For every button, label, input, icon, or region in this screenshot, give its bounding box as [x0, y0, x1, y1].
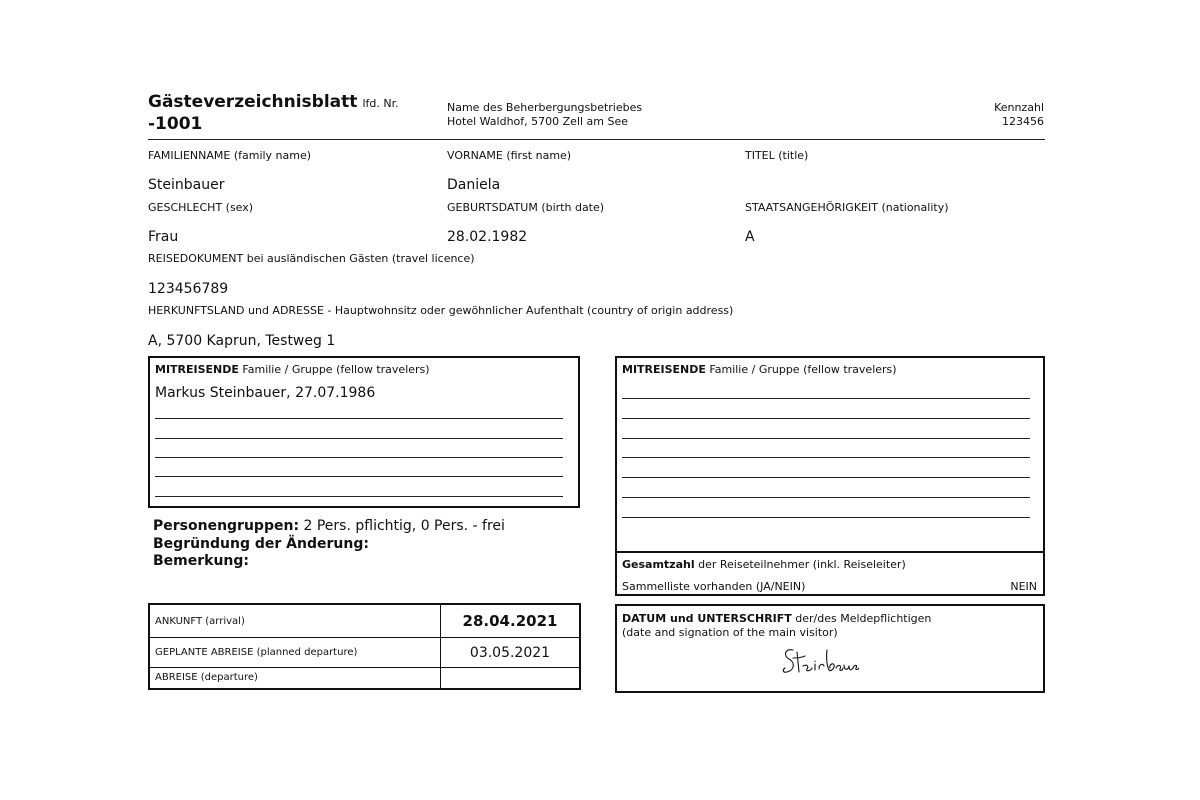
lfd-label: lfd. Nr. — [362, 97, 399, 110]
form-number: -1001 — [148, 114, 203, 134]
planned-departure-value: 03.05.2021 — [441, 638, 581, 667]
travel-doc-value: 123456789 — [148, 281, 229, 297]
gesamtzahl-label-bold: Gesamtzahl — [622, 558, 695, 571]
nationality-value: A — [745, 229, 755, 245]
address-value: A, 5700 Kaprun, Testweg 1 — [148, 333, 336, 349]
kennzahl-label: Kennzahl — [994, 101, 1044, 114]
table-row — [149, 638, 580, 667]
family-name-value: Steinbauer — [148, 177, 225, 193]
bemerkung-label: Bemerkung: — [153, 553, 250, 569]
companion-line — [622, 398, 1030, 399]
sammelliste-value: NEIN — [1010, 580, 1037, 593]
nationality-label: STAATSANGEHÖRIGKEIT (nationality) — [745, 201, 949, 214]
begruendung-label: Begründung der Änderung: — [153, 536, 369, 552]
dates-table — [148, 603, 581, 690]
title-label: TITEL (title) — [745, 149, 809, 162]
personengruppen-label: Personengruppen: — [153, 518, 300, 534]
signature-box — [615, 604, 1045, 693]
companion-entry: Markus Steinbauer, 27.07.1986 — [155, 385, 376, 401]
handwritten-signature — [779, 644, 859, 678]
planned-departure-label: GEPLANTE ABREISE (planned departure) — [149, 638, 441, 667]
companion-line — [622, 418, 1030, 419]
totals-divider — [617, 551, 1043, 553]
kennzahl-value: 123456 — [1002, 115, 1044, 128]
business-label: Name des Beherbergungsbetriebes — [447, 101, 643, 114]
companions-left-label-rest: Familie / Gruppe (fellow travelers) — [238, 363, 430, 376]
companion-line — [155, 476, 563, 477]
companion-line — [622, 477, 1030, 478]
gesamtzahl-label-rest: der Reiseteilnehmer (inkl. Reiseleiter) — [694, 558, 906, 571]
form-title: Gästeverzeichnisblatt — [148, 92, 358, 112]
departure-value — [441, 667, 581, 689]
personengruppen-row — [153, 518, 505, 534]
gesamtzahl-label — [622, 558, 906, 571]
companions-right-box — [615, 356, 1045, 596]
signature-label-rest: der/des Meldepflichtigen — [791, 612, 932, 625]
companions-right-label-bold: MITREISENDE — [622, 363, 706, 376]
sex-value: Frau — [148, 229, 179, 245]
companions-right-label — [622, 363, 897, 376]
signature-label-line2: (date and signation of the main visitor) — [622, 626, 838, 639]
table-row — [149, 667, 580, 689]
companion-line — [155, 496, 563, 497]
arrival-value: 28.04.2021 — [441, 604, 581, 638]
first-name-label: VORNAME (first name) — [447, 149, 572, 162]
personengruppen-value: 2 Pers. pflichtig, 0 Pers. - frei — [299, 518, 505, 534]
first-name-value: Daniela — [447, 177, 501, 193]
companion-line — [622, 497, 1030, 498]
companion-line — [155, 438, 563, 439]
companion-line — [155, 418, 563, 419]
header-divider — [148, 139, 1045, 140]
companion-line — [155, 457, 563, 458]
business-value: Hotel Waldhof, 5700 Zell am See — [447, 115, 629, 128]
companions-left-label-bold: MITREISENDE — [155, 363, 239, 376]
companion-line — [622, 457, 1030, 458]
companion-line — [622, 517, 1030, 518]
sammelliste-label: Sammelliste vorhanden (JA/NEIN) — [622, 580, 806, 593]
travel-doc-label: REISEDOKUMENT bei ausländischen Gästen (travel licence) — [148, 252, 475, 265]
sex-label: GESCHLECHT (sex) — [148, 201, 254, 214]
companion-line — [622, 438, 1030, 439]
companions-left-label — [155, 363, 430, 376]
family-name-label: FAMILIENNAME (family name) — [148, 149, 312, 162]
birth-value: 28.02.1982 — [447, 229, 528, 245]
companions-left-box — [148, 356, 580, 508]
signature-label-bold: DATUM und UNTERSCHRIFT — [622, 612, 792, 625]
table-row — [149, 604, 580, 638]
birth-label: GEBURTSDATUM (birth date) — [447, 201, 605, 214]
signature-label — [622, 612, 931, 625]
form-title-block — [148, 92, 399, 112]
dates-box — [148, 603, 581, 690]
departure-label: ABREISE (departure) — [149, 667, 441, 689]
address-label: HERKUNFTSLAND und ADRESSE - Hauptwohnsitz oder gewöhnlicher Aufenthalt (country of origin address) — [148, 304, 734, 317]
companions-right-label-rest: Familie / Gruppe (fellow travelers) — [705, 363, 897, 376]
arrival-label: ANKUNFT (arrival) — [149, 604, 441, 638]
